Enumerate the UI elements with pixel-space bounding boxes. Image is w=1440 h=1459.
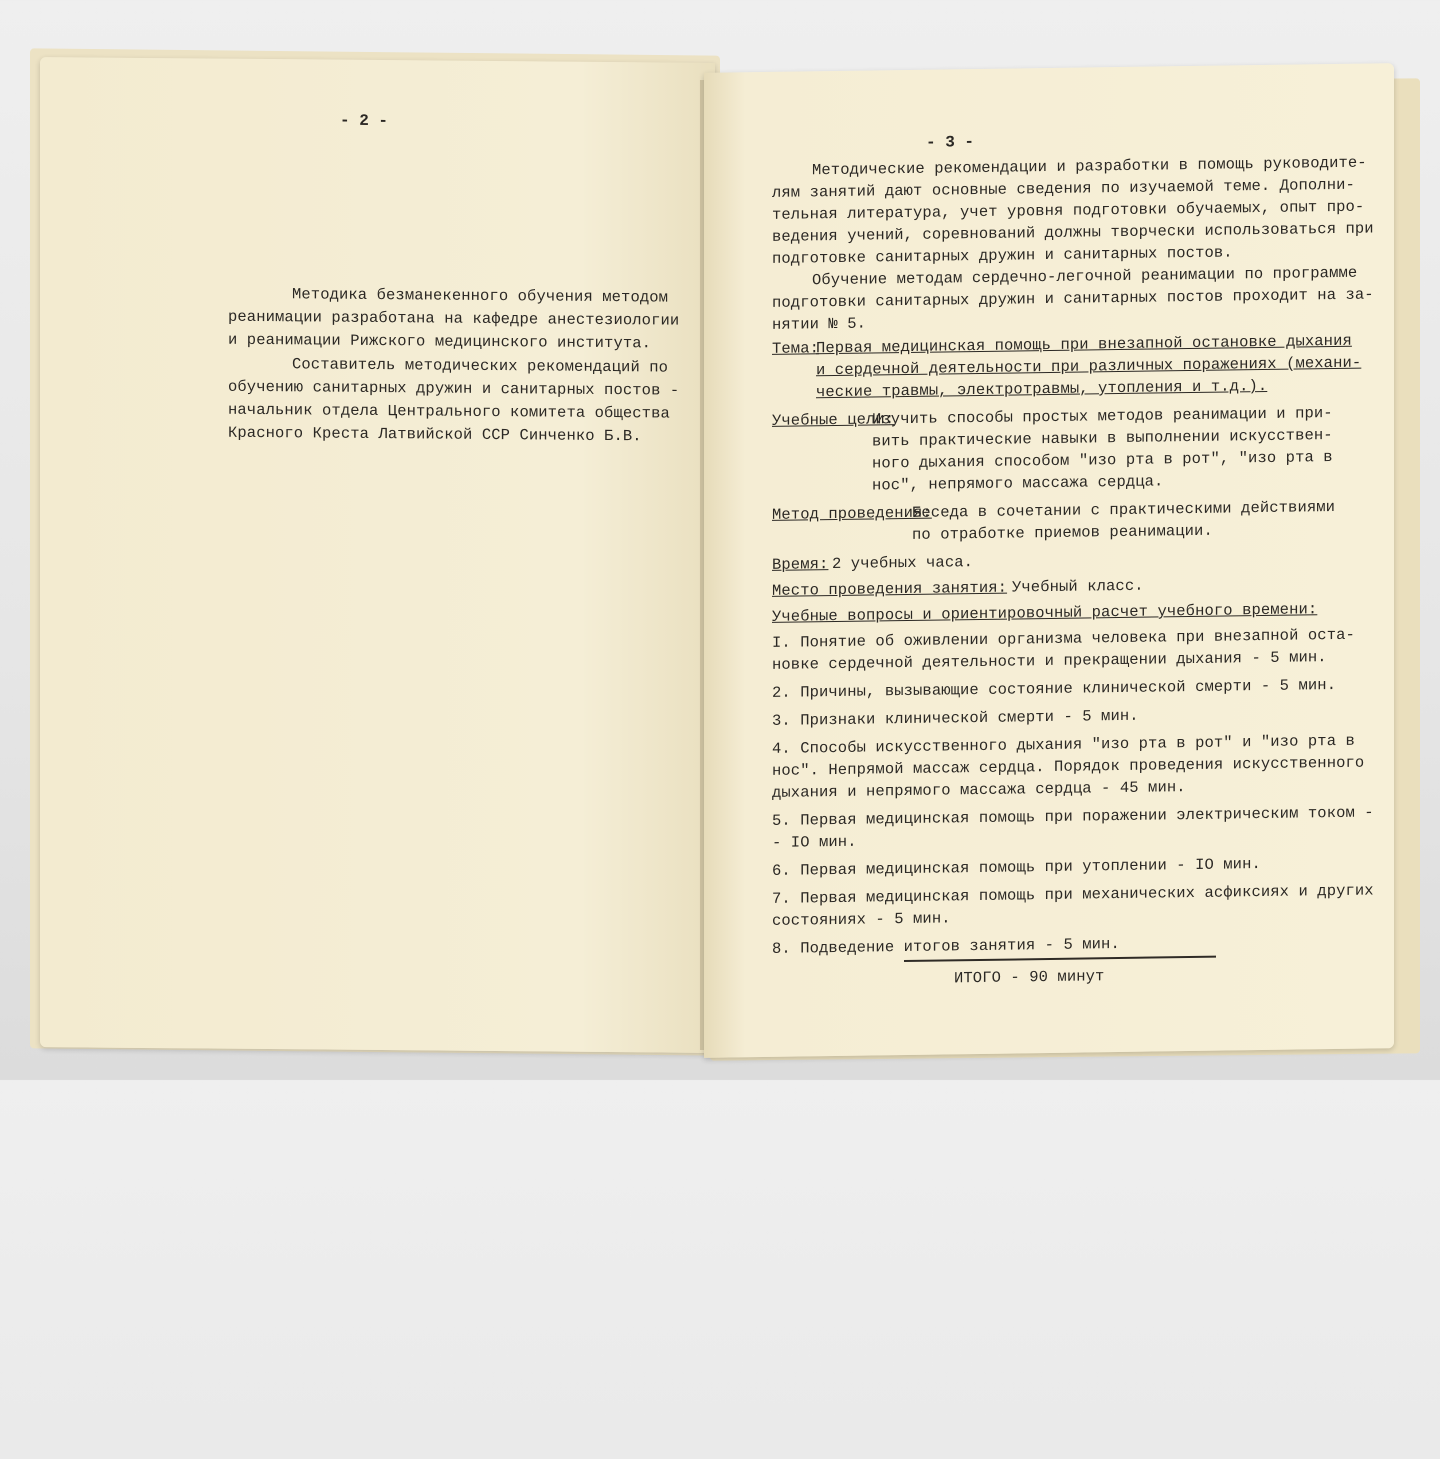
place-label: Место проведения занятия: (772, 578, 1008, 600)
place-value: Учебный класс. (1012, 576, 1144, 597)
topic-line: ческие травмы, электротравмы, утопления и т.д.). (816, 376, 1268, 402)
question-line: нос". Непрямой массаж сердца. Порядок проведения искусственного (772, 753, 1365, 780)
goals-line: ного дыхания способом "изо рта в рот", "изо рта в (872, 448, 1333, 473)
question-line: 8. Подведение итогов занятия - 5 мин. (772, 935, 1120, 958)
method-line: по отработке приемов реанимации. (912, 521, 1213, 544)
intro-line: подготовке санитарных дружин и санитарных постов. (772, 243, 1233, 268)
question-line: 6. Первая медицинская помощь при утоплении - IO мин. (772, 855, 1261, 880)
question-line: новке сердечной деятельности и прекращении дыхания - 5 мин. (772, 648, 1327, 674)
left-p2-line: Составитель методических рекомендаций по (292, 355, 669, 377)
right-page (704, 63, 1394, 1058)
intro2-line: подготовки санитарных дружин и санитарных постов проходит на за- (772, 285, 1374, 312)
left-p2-line: начальник отдела Центрального комитета общества (228, 400, 670, 423)
goals-line: нос", непрямого массажа сердца. (872, 472, 1164, 495)
intro2-line: нятии № 5. (772, 314, 867, 334)
left-p1-line: реанимации разработана на кафедре анестезиологии (228, 307, 680, 330)
goals-line: вить практические навыки в выполнении искусствен- (872, 426, 1333, 451)
topic-label: Тема: (772, 339, 820, 358)
topic-line: Первая медицинская помощь при внезапной остановке дыхания (816, 331, 1352, 358)
question-line: 2. Причины, вызывающие состояние клинической смерти - 5 мин. (772, 675, 1337, 702)
intro-line: лям занятий дают основные сведения по изучаемой теме. Дополни- (772, 175, 1355, 202)
question-line: 5. Первая медицинская помощь при поражении электрическим током - (772, 803, 1374, 830)
time-value: 2 учебных часа. (832, 553, 974, 574)
total-line: ИТОГО - 90 минут (954, 967, 1105, 988)
left-page-number: - 2 - (340, 111, 389, 131)
left-p1-line: Методика безманекенного обучения методом (292, 285, 669, 307)
question-line: I. Понятие об оживлении организма человека при внезапной оста- (772, 625, 1355, 652)
intro-line: ведения учений, соревнований должны творчески использоваться при (772, 219, 1374, 246)
left-p2-line: Красного Креста Латвийской ССР Синченко Б.В. (228, 423, 642, 446)
method-line: Беседа в сочетании с практическими действиями (912, 498, 1336, 522)
question-line: состояниях - 5 мин. (772, 909, 951, 930)
question-line: - IO мин. (772, 832, 857, 852)
left-p1-line: и реанимации Рижского медицинского института. (228, 330, 652, 353)
question-line: 3. Признаки клинической смерти - 5 мин. (772, 706, 1139, 730)
method-label: Метод проведения: (772, 503, 932, 524)
left-p2-line: обучению санитарных дружин и санитарных постов - (228, 377, 680, 400)
question-line: 7. Первая медицинская помощь при механических асфиксиях и других (772, 881, 1374, 908)
intro-line: Методические рекомендации и разработки в помощь руководите- (812, 153, 1367, 180)
intro2-line: Обучение методам сердечно-легочной реанимации по программе (812, 263, 1358, 290)
time-label: Время: (772, 555, 829, 574)
left-page (40, 57, 715, 1053)
topic-line: и сердечной деятельности при различных поражениях (механи- (816, 353, 1362, 380)
goals-label: Учебные цели: (772, 410, 895, 430)
questions-title: Учебные вопросы и ориентировочный расчет учебного времени: (772, 600, 1318, 626)
right-page-number: - 3 - (926, 133, 975, 152)
question-line: дыхания и непрямого массажа сердца - 45 мин. (772, 778, 1186, 802)
goals-line: Изучить способы простых методов реанимации и при- (872, 404, 1333, 429)
intro-line: тельная литература, учет уровня подготовки обучаемых, опыт про- (772, 197, 1365, 224)
question-line: 4. Способы искусственного дыхания "изо рта в рот" и "изо рта в (772, 731, 1355, 758)
